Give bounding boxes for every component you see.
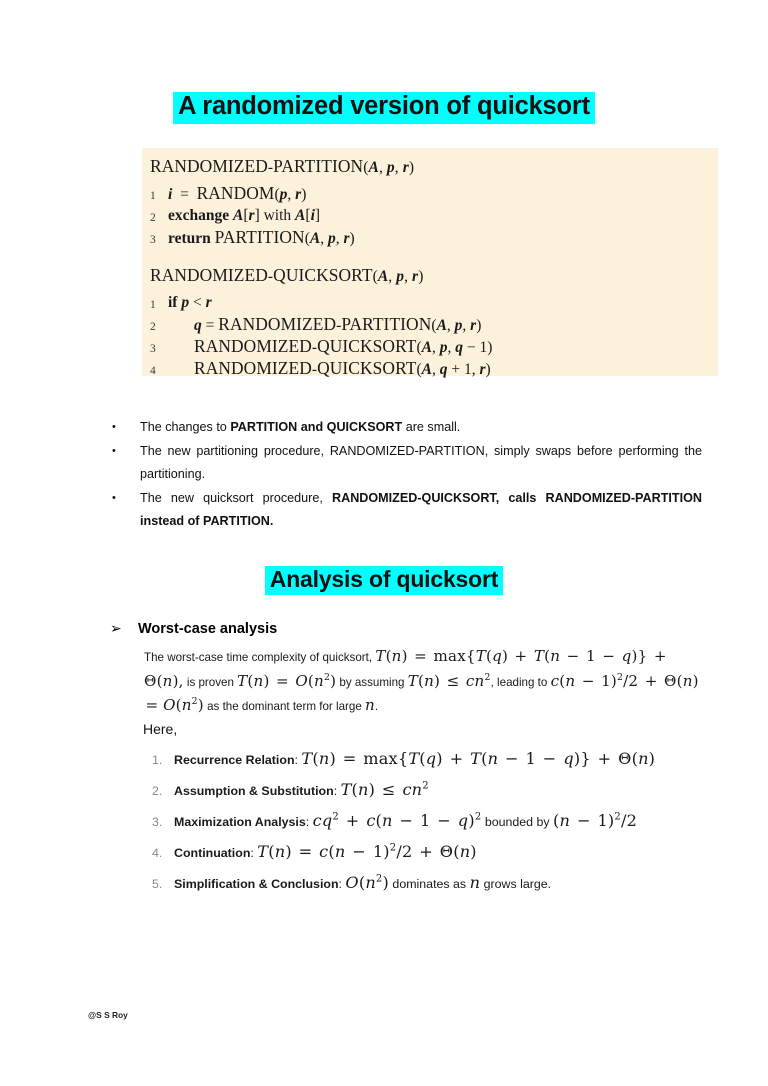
- list-item-text-b: PARTITION and QUICKSORT: [230, 420, 403, 434]
- list-item-text: [140, 416, 702, 439]
- line-number: 3: [150, 234, 156, 246]
- step-body: [174, 837, 712, 868]
- list-item: [152, 806, 712, 837]
- line-text: exchange A[r] with A[i]: [168, 207, 321, 224]
- line-number: 3: [150, 343, 156, 355]
- step-label: Assumption & Substitution: [174, 784, 334, 798]
- pseudocode-line: [150, 293, 718, 315]
- step-separator: :: [294, 753, 302, 767]
- pseudocode-line: [150, 315, 718, 337]
- step-label: Recurrence Relation: [174, 753, 295, 767]
- math-dominant: $O(n^2)$: [163, 695, 204, 714]
- step-body: [174, 775, 712, 806]
- pseudocode-line: [150, 228, 718, 250]
- list-item: [152, 837, 712, 868]
- math-step-4: $T(n) = c(n - 1)^2/2 + \Theta(n)$: [257, 842, 477, 861]
- step-number: 5.: [152, 877, 163, 891]
- list-item-text-a: The new quicksort procedure,: [140, 491, 332, 505]
- step-number: 3.: [152, 815, 163, 829]
- list-item: [152, 775, 712, 806]
- math-leading-to: $c(n - 1)^2/2 + \Theta(n)$ =: [145, 671, 699, 714]
- math-step-2: $T(n) \le cn^2$: [340, 780, 429, 799]
- main-title-row: [0, 92, 768, 124]
- step-separator: :: [338, 877, 346, 891]
- list-item-text: [140, 487, 702, 533]
- math-recurrence: T(n) = max{T(q) + T(n − 1 − q)} + Θ(n),: [144, 647, 667, 690]
- line-number: 1: [150, 190, 156, 202]
- list-item: [112, 416, 702, 439]
- step-separator: :: [250, 846, 258, 860]
- line-text: if p < r: [168, 294, 212, 311]
- line-number: 1: [150, 299, 156, 311]
- list-item: [152, 744, 712, 775]
- list-item-text: The new partitioning procedure, RANDOMIZED-PARTITION, simply swaps before performing the partitioning.: [140, 444, 702, 481]
- math-step-3a: $cq^2 + c(n - 1 - q)^2$: [312, 811, 482, 830]
- line-number: 4: [150, 365, 156, 377]
- line-text: q = RANDOMIZED-PARTITION(A, p, r): [194, 314, 482, 334]
- bullet-icon: •: [112, 445, 116, 457]
- pseudocode-line: [150, 206, 718, 228]
- pseudocode-line: [150, 337, 718, 359]
- math-n: n: [365, 696, 375, 714]
- step-separator: :: [305, 815, 313, 829]
- list-item: [152, 868, 712, 899]
- line-text: RANDOMIZED-QUICKSORT(A, q + 1, r): [194, 358, 491, 378]
- observations-list: [112, 416, 702, 534]
- math-step-1: T(n) = max{T(q) + T(n − 1 − q)} + Θ(n): [301, 749, 656, 768]
- list-item: [112, 440, 702, 486]
- math-step-5: $O(n^2)$: [345, 873, 389, 892]
- pseudocode-signature-randomized-quicksort: RANDOMIZED-QUICKSORT(A, p, r): [150, 265, 424, 285]
- analysis-steps-list: [152, 744, 712, 899]
- pseudocode-signature-randomized-partition: RANDOMIZED-PARTITION(A, p, r): [150, 156, 415, 176]
- section-title-analysis: Analysis of quicksort: [265, 566, 503, 595]
- pseudocode-line: [150, 359, 718, 381]
- math-assumption: $T(n) \le cn^2$: [407, 671, 491, 690]
- worst-case-paragraph: The worst-case time complexity of quicksort, T(n) = max{T(q) + T(n − 1 − q)} + Θ(n), is proven $T(n) = O(n^2)$ by assuming $T(n) \le cn^2$, leading to $c(n - 1)^2/2 + \Theta(n) = O(n^2)$ as the dominant term for large n.: [144, 647, 699, 714]
- bullet-icon: •: [112, 421, 116, 433]
- line-text: RANDOMIZED-QUICKSORT(A, p, q − 1): [194, 336, 493, 356]
- arrow-bullet-icon: ➢: [110, 620, 122, 636]
- step-body: [174, 744, 712, 775]
- list-item-text-b: RANDOMIZED-QUICKSORT, calls RANDOMIZED-PARTITION instead of PARTITION.: [140, 491, 702, 528]
- math-step-3b: $(n - 1)^2/2$: [553, 811, 638, 830]
- step-label: Maximization Analysis: [174, 815, 306, 829]
- list-item-text-c: are small.: [402, 420, 461, 434]
- step-body: Maximization Analysis: $cq^2 + c(n - 1 - q)^2$ bounded by $(n - 1)^2/2$: [174, 811, 638, 830]
- step-label: Simplification & Conclusion: [174, 877, 339, 891]
- step-number: 2.: [152, 784, 163, 798]
- step-body: Simplification & Conclusion: $O(n^2)$ dominates as n grows large.: [174, 873, 552, 892]
- list-item: [112, 487, 702, 533]
- math-step-5-n: n: [469, 873, 481, 892]
- pseudocode-line: [150, 184, 718, 206]
- analysis-title-row: [0, 566, 768, 595]
- step-number: 4.: [152, 846, 163, 860]
- step-separator: :: [333, 784, 341, 798]
- list-item-text-a: The changes to: [140, 420, 231, 434]
- line-number: 2: [150, 212, 156, 224]
- line-number: 2: [150, 321, 156, 333]
- step-label: Continuation: [174, 846, 251, 860]
- step-number: 1.: [152, 753, 163, 767]
- worst-case-heading: [110, 620, 277, 637]
- math-bigo: $T(n) = O(n^2)$: [237, 671, 337, 690]
- worst-case-heading-label: Worst-case analysis: [138, 621, 278, 637]
- pseudocode-spacer: [150, 250, 718, 265]
- line-text: i = RANDOM(p, r): [168, 183, 307, 203]
- line-text: return PARTITION(A, p, r): [168, 227, 355, 247]
- footer-credit: @S S Roy: [88, 1010, 128, 1020]
- pseudocode-block: [142, 148, 718, 376]
- here-label: Here,: [143, 721, 178, 737]
- page-title: A randomized version of quicksort: [173, 92, 595, 124]
- bullet-icon: •: [112, 492, 116, 504]
